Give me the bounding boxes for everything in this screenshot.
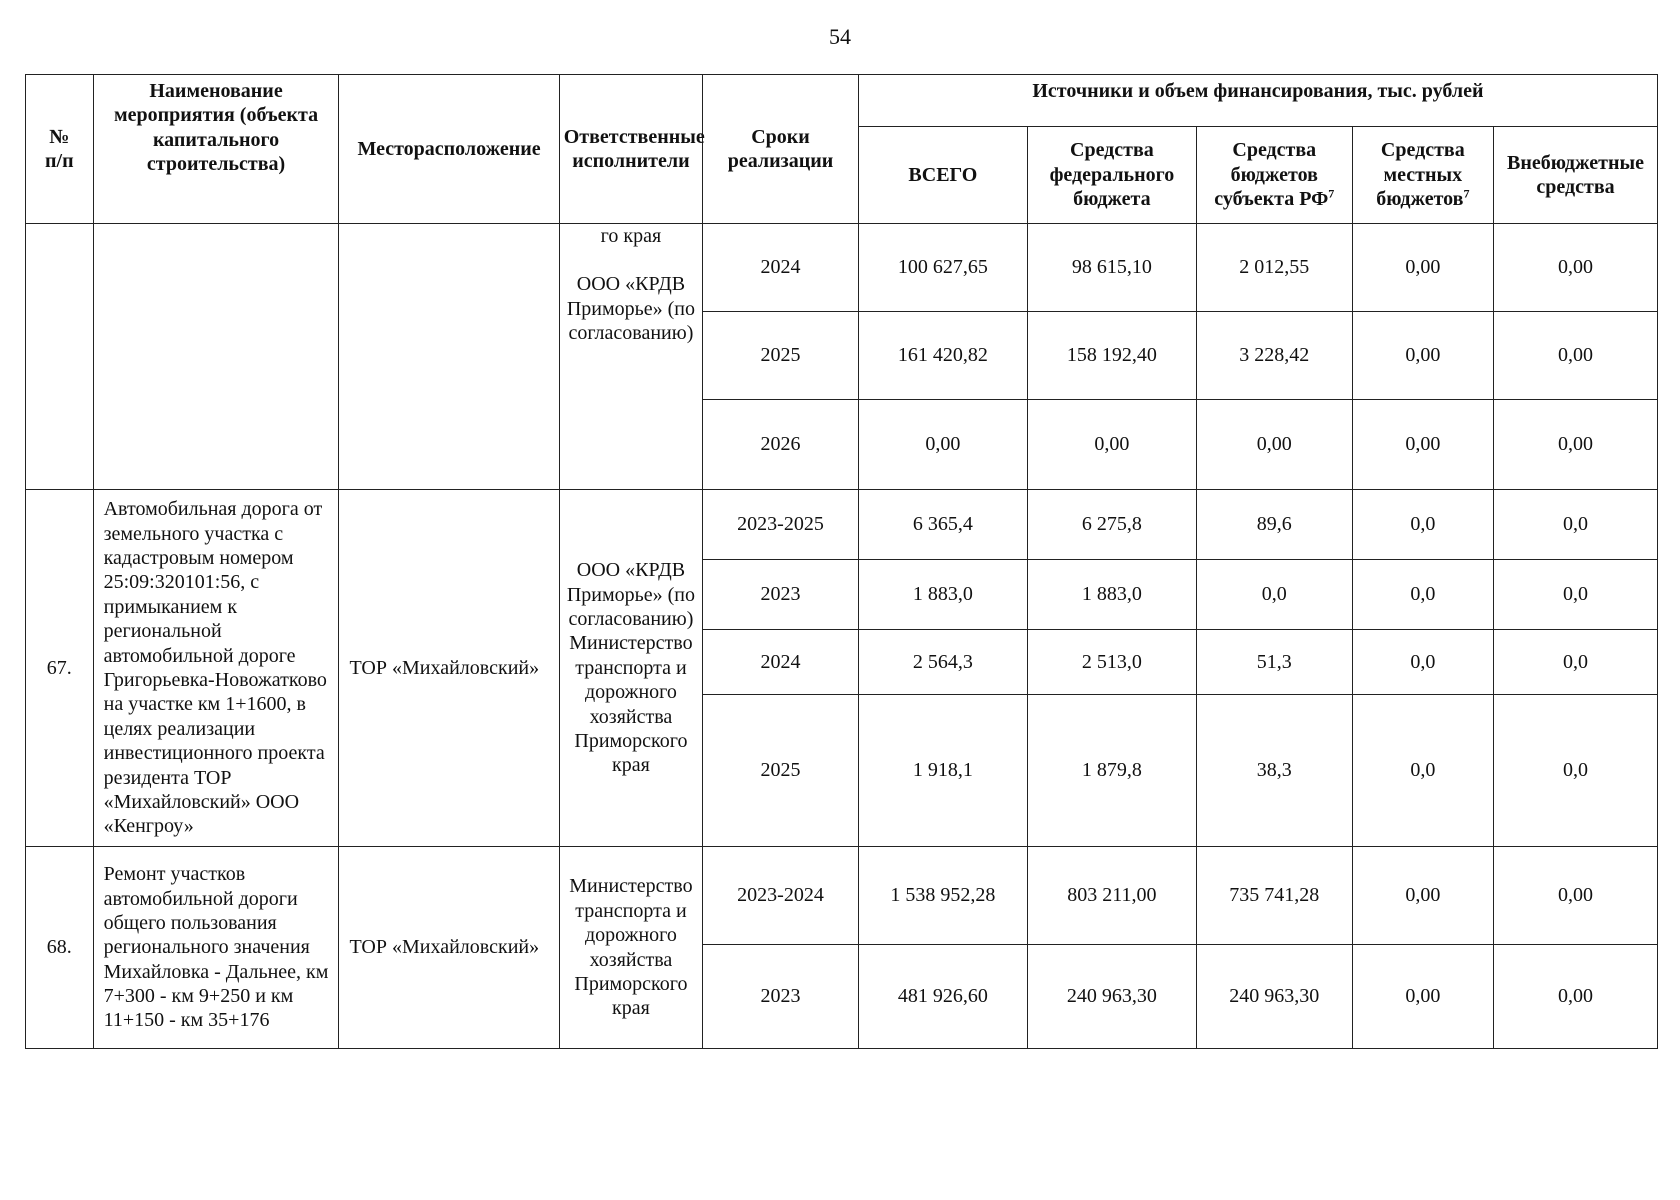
cell-location <box>339 224 559 490</box>
cell-total: 161 420,82 <box>858 312 1027 400</box>
cell-subject: 3 228,42 <box>1196 312 1352 400</box>
cell-name <box>93 224 339 490</box>
cell-total: 1 883,0 <box>858 560 1027 630</box>
cell-subject: 735 741,28 <box>1196 847 1352 945</box>
cell-local: 0,0 <box>1352 490 1493 560</box>
table-row <box>26 224 1658 312</box>
cell-year: 2024 <box>703 224 859 312</box>
cell-extra: 0,00 <box>1494 400 1658 490</box>
header-subject: Средства бюджетов субъекта $РФ^7$ <box>1196 127 1352 224</box>
cell-extra: 0,0 <box>1494 560 1658 630</box>
cell-name: Автомобильная дорога от земельного участка с кадастровым номером 25:09:320101:56, с примыканием к региональной автомобильной дороге Григорьевка-Новожатково на участке км 1+1600, в целях реализации инвестиционного проекта резидента ТОР «Михайловский» ООО «Кенгроу» <box>93 490 339 847</box>
cell-responsible: ООО «КРДВ Приморье» (по согласованию) Министерство транспорта и дорожного хозяйства Приморского края <box>559 490 702 847</box>
cell-total: 6 365,4 <box>858 490 1027 560</box>
header-local: Средства местных бюджетов$^7$ <box>1352 127 1493 224</box>
cell-year: 2025 <box>703 312 859 400</box>
cell-local: 0,0 <box>1352 560 1493 630</box>
cell-extra: 0,00 <box>1494 847 1658 945</box>
cell-extra: 0,00 <box>1494 312 1658 400</box>
header-sources: Источники и объем финансирования, тыс. рублей <box>858 75 1657 127</box>
cell-local: 0,00 <box>1352 224 1493 312</box>
cell-subject: 2 012,55 <box>1196 224 1352 312</box>
cell-responsible <box>559 224 702 490</box>
cell-federal: 0,00 <box>1027 400 1196 490</box>
cell-local: 0,00 <box>1352 945 1493 1049</box>
cell-local: 0,00 <box>1352 312 1493 400</box>
cell-extra: 0,0 <box>1494 490 1658 560</box>
cell-extra: 0,0 <box>1494 630 1658 695</box>
header-responsible: Ответственные исполнители <box>559 75 702 224</box>
responsible-text: ООО «КРДВ Приморье» (по согласованию) <box>566 273 696 345</box>
cell-total: 2 564,3 <box>858 630 1027 695</box>
header-num: № п/п <box>26 75 94 224</box>
table-row <box>26 847 1658 945</box>
header-federal: Средства федерального бюджета <box>1027 127 1196 224</box>
header-name: Наименование мероприятия (объекта капитального строительства) <box>93 75 339 224</box>
cell-year: 2024 <box>703 630 859 695</box>
cell-federal: 240 963,30 <box>1027 945 1196 1049</box>
page-number: 54 <box>829 24 851 49</box>
cell-total: 100 627,65 <box>858 224 1027 312</box>
header-terms: Сроки реализации <box>703 75 859 224</box>
cell-federal: 158 192,40 <box>1027 312 1196 400</box>
cell-subject: 89,6 <box>1196 490 1352 560</box>
footnote-mark: 7 <box>1463 186 1470 201</box>
cell-num: 67. <box>26 490 94 847</box>
cell-subject: 0,0 <box>1196 560 1352 630</box>
cell-num <box>26 224 94 490</box>
cell-federal: 803 211,00 <box>1027 847 1196 945</box>
cell-location: ТОР «Михайловский» <box>339 490 559 847</box>
cell-subject: 0,00 <box>1196 400 1352 490</box>
cell-subject: 240 963,30 <box>1196 945 1352 1049</box>
cell-total: 1 538 952,28 <box>858 847 1027 945</box>
cell-subject: 51,3 <box>1196 630 1352 695</box>
cell-location: ТОР «Михайловский» <box>339 847 559 1049</box>
header-total: ВСЕГО <box>858 127 1027 224</box>
header-location: Месторасположение <box>339 75 559 224</box>
cell-extra: 0,00 <box>1494 945 1658 1049</box>
footnote-mark: 7 <box>1328 186 1335 201</box>
responsible-text: го края <box>600 225 662 247</box>
cell-federal: 1 883,0 <box>1027 560 1196 630</box>
cell-local: 0,0 <box>1352 695 1493 847</box>
cell-name: Ремонт участков автомобильной дороги общего пользования регионального значения Михайловка - Дальнее, км 7+300 - км 9+250 и км 11+150 - км 35+176 <box>93 847 339 1049</box>
cell-total: 1 918,1 <box>858 695 1027 847</box>
cell-total: 0,00 <box>858 400 1027 490</box>
cell-federal: 98 615,10 <box>1027 224 1196 312</box>
cell-year: 2023-2024 <box>703 847 859 945</box>
cell-year: 2026 <box>703 400 859 490</box>
cell-year: 2025 <box>703 695 859 847</box>
cell-year: 2023 <box>703 560 859 630</box>
cell-federal: 2 513,0 <box>1027 630 1196 695</box>
cell-responsible: Министерство транспорта и дорожного хозяйства Приморского края <box>559 847 702 1049</box>
header-extra: Внебюджетные средства <box>1494 127 1658 224</box>
cell-local: 0,00 <box>1352 847 1493 945</box>
cell-federal: 6 275,8 <box>1027 490 1196 560</box>
table-row <box>26 490 1658 560</box>
cell-year: 2023 <box>703 945 859 1049</box>
cell-subject: 38,3 <box>1196 695 1352 847</box>
cell-extra: 0,0 <box>1494 695 1658 847</box>
cell-local: 0,00 <box>1352 400 1493 490</box>
financing-table <box>25 74 1658 1049</box>
cell-total: 481 926,60 <box>858 945 1027 1049</box>
cell-local: 0,0 <box>1352 630 1493 695</box>
cell-extra: 0,00 <box>1494 224 1658 312</box>
cell-num: 68. <box>26 847 94 1049</box>
cell-federal: 1 879,8 <box>1027 695 1196 847</box>
cell-year: 2023-2025 <box>703 490 859 560</box>
